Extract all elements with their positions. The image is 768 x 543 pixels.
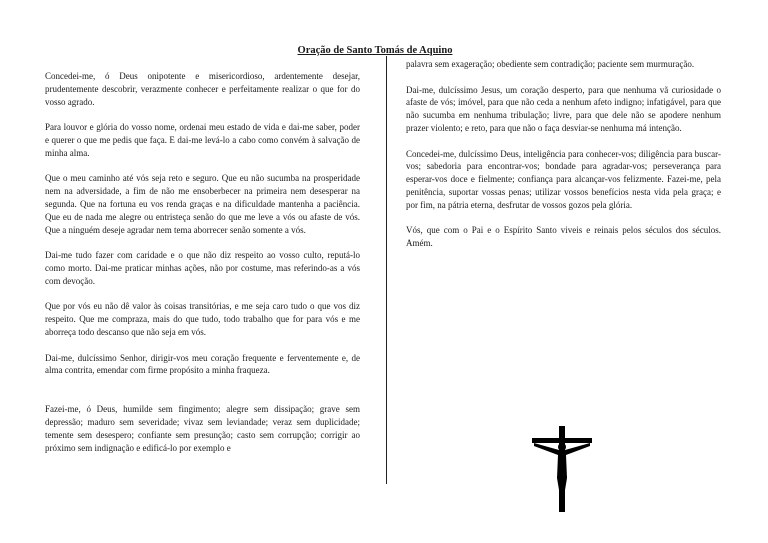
paragraph: Que o meu caminho até vós seja reto e seguro. Que eu não sucumba na prosperidade nem na adversidade, a fim de não me ensoberbecer na primeira nem desesperar na segunda. Que na fortuna eu vos renda graças e na dificuldade mantenha a paciência. Que eu de nada me alegre ou entristeça senão do que me leve a vós ou afaste de vós. Que a ninguém deseje agradar nem tema aborrecer senão somente a vós. — [45, 173, 360, 235]
paragraph: Que por vós eu não dê valor às coisas transitórias, e me seja caro tudo o que vos diz respeito. Que me compraza, mais do que tudo, todo trabalho que for para vós e me aborreça todo descanso que não seja em vós. — [45, 301, 360, 337]
paragraph: Dai-me, dulcíssimo Jesus, um coração desperto, para que nenhuma vã curiosidade o afaste de vós; imóvel, para que não ceda a nenhum afeto indigno; infatigável, para que não sucumba em nenhuma tribulação; livre, para que dele não se apodere nenhum prazer violento; e reto, para que não o faça desviar-se nenhuma má intenção. — [406, 84, 721, 133]
right-column — [406, 58, 721, 263]
paragraph: Vós, que com o Pai e o Espírito Santo viveis e reinais pelos séculos dos séculos. Amém. — [406, 225, 721, 249]
paragraph: Concedei-me, ó Deus onipotente e misericordioso, ardentemente desejar, prudentemente descobrir, verazmente conhecer e perfeitamente realizar o que for do vosso agrado. — [45, 71, 360, 107]
paragraph: Para louvor e glória do vosso nome, ordenai meu estado de vida e dai-me saber, poder e querer o que me pedis que faça. E dai-me levá-lo a cabo como convém à salvação de minha alma. — [45, 122, 360, 158]
left-column — [45, 70, 360, 467]
crucifix-icon — [528, 426, 596, 512]
paragraph: Dai-me tudo fazer com caridade e o que não diz respeito ao vosso culto, reputá-lo como morto. Dai-me praticar minhas ações, não por costume, mas referindo-as a vós com devoção. — [45, 250, 360, 286]
paragraph: Dai-me, dulcíssimo Senhor, dirigir-vos meu coração frequente e ferventemente e, de alma contrita, emendar com firme propósito a minha fraqueza. — [45, 352, 360, 376]
paragraph: palavra sem exageração; obediente sem contradição; paciente sem murmuração. — [406, 59, 695, 69]
paragraph: Concedei-me, dulcíssimo Deus, inteligência para conhecer-vos; diligência para buscar-vos; sabedoria para encontrar-vos; bondade para agradar-vos; perseverança para esperar-vos doce e fielmente; confiança para alcançar-vos felizmente. Fazei-me, pela penitência, suportar vossas penas; utilizar vossos benefícios nesta vida pela graça; e por fim, na pátria eterna, desfrutar de vossos gozos pela glória. — [406, 148, 721, 210]
page-title: Oração de Santo Tomás de Aquino — [297, 45, 453, 56]
paragraph: Fazei-me, ó Deus, humilde sem fingimento; alegre sem dissipação; grave sem depressão; maduro sem severidade; vivaz sem leviandade; veraz sem duplicidade; temente sem desespero; confiante sem presunção; casto sem corrupção; corrigir ao próximo sem indignação e edificá-lo por exemplo e — [45, 404, 360, 453]
column-divider — [386, 56, 387, 484]
